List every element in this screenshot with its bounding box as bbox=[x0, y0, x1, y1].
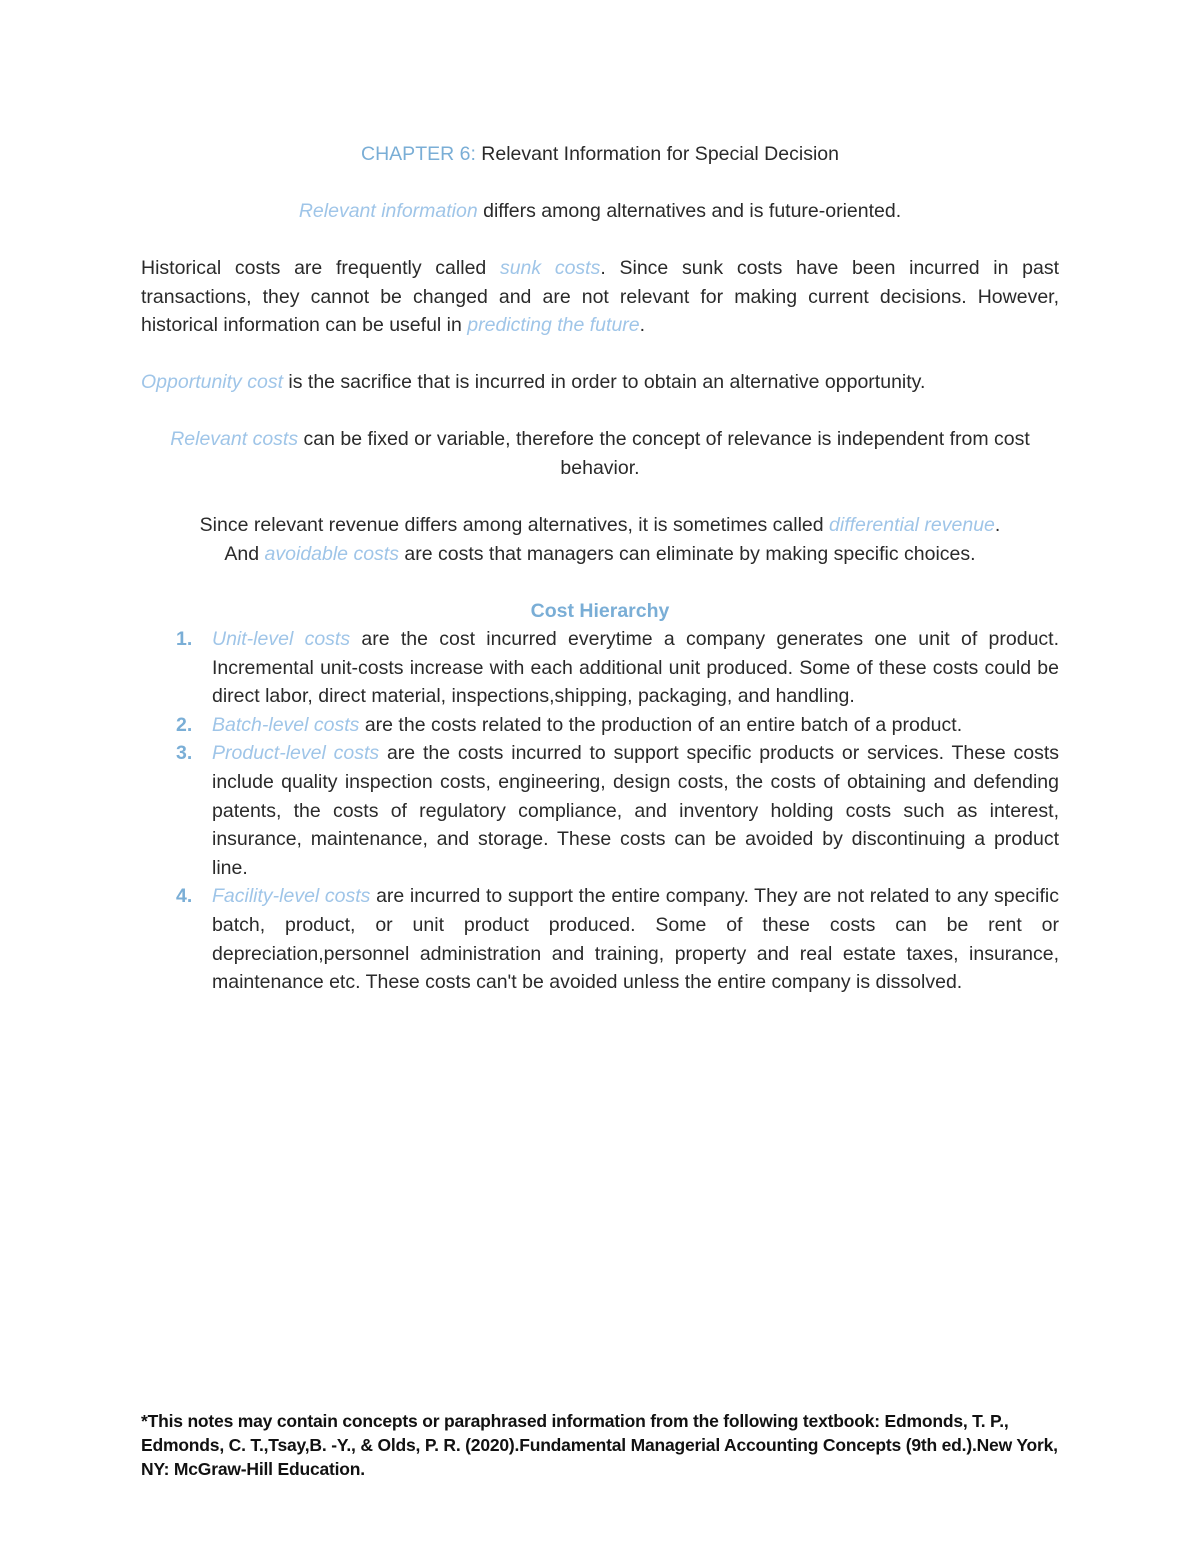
paragraph-text: . bbox=[639, 314, 646, 337]
paragraph-differential-revenue bbox=[141, 511, 1059, 568]
chapter-label: CHAPTER 6: bbox=[361, 143, 476, 165]
term-differential-revenue: differential revenue bbox=[829, 514, 995, 536]
document-page bbox=[141, 0, 1059, 1553]
cost-hierarchy-list bbox=[141, 625, 1059, 997]
list-item bbox=[141, 739, 1059, 882]
term-predicting-the-future: predicting the future bbox=[467, 314, 640, 337]
term-facility-level-costs: Facility-level costs bbox=[212, 885, 371, 908]
paragraph-text: is the sacrifice that is incurred in order to obtain an alternative opportunity. bbox=[282, 371, 926, 393]
chapter-title-text: Relevant Information for Special Decision bbox=[475, 143, 839, 165]
term-opportunity-cost: Opportunity cost bbox=[141, 371, 283, 393]
paragraph-text: differs among alternatives and is future-oriented. bbox=[477, 200, 902, 222]
list-item-text: are incurred to support the entire company. They are not related to any specific batch, product, or unit product produced. Some of these costs can be rent or depreciation,personnel administration and training, property and real estate taxes, insurance, maintenance etc. These costs can't be avoided unless the entire company is dissolved. bbox=[212, 885, 1060, 994]
paragraph-relevant-costs bbox=[141, 425, 1059, 482]
paragraph-sunk-costs bbox=[141, 254, 1059, 340]
list-item-text: are the cost incurred everytime a company generates one unit of product. Incremental unit-costs increase with each additional unit produced. Some of these costs could be direct labor, direct material, inspections,shipping, packaging, and handling. bbox=[212, 628, 1059, 708]
paragraph-text: can be fixed or variable, therefore the concept of relevance is independent from cost behavior. bbox=[298, 428, 1030, 479]
term-sunk-costs: sunk costs bbox=[499, 257, 601, 279]
paragraph-opportunity-cost bbox=[141, 368, 1059, 397]
term-unit-level-costs: Unit-level costs bbox=[212, 628, 351, 650]
term-batch-level-costs: Batch-level costs bbox=[212, 713, 360, 736]
list-item-text: are the costs incurred to support specific products or services. These costs include quality inspection costs, engineering, design costs, the costs of obtaining and defending patents, the costs of regulatory compliance, and inventory holding costs such as interest, insurance, maintenance, and storage. These costs can be avoided by discontinuing a product line. bbox=[212, 742, 1059, 879]
list-item bbox=[141, 625, 1059, 711]
paragraph-text: . Since sunk costs have been incurred in past transactions, they cannot be changed and are not relevant for making current decisions. However, historical information can be useful in bbox=[141, 257, 1059, 337]
paragraph-text: Since relevant revenue differs among alternatives, it is sometimes called bbox=[199, 514, 830, 536]
paragraph-text: Historical costs are frequently called bbox=[141, 257, 500, 279]
term-relevant-costs: Relevant costs bbox=[170, 428, 299, 450]
term-avoidable-costs: avoidable costs bbox=[264, 542, 399, 565]
list-item bbox=[141, 711, 1059, 740]
paragraph-text: And bbox=[224, 542, 265, 565]
list-item-text: are the costs related to the production of an entire batch of a product. bbox=[359, 713, 963, 736]
paragraph-text: are costs that managers can eliminate by making specific choices. bbox=[398, 542, 976, 565]
page-title bbox=[141, 140, 1059, 169]
list-item-number: 4. bbox=[176, 885, 193, 908]
term-product-level-costs: Product-level costs bbox=[212, 742, 380, 765]
paragraph-text: . bbox=[994, 514, 1001, 536]
paragraph-relevant-information bbox=[141, 197, 1059, 226]
list-item-number: 3. bbox=[176, 742, 193, 765]
list-item-number: 2. bbox=[176, 713, 193, 736]
list-item bbox=[141, 882, 1059, 996]
section-heading-cost-hierarchy: Cost Hierarchy bbox=[530, 600, 670, 622]
list-item-number: 1. bbox=[176, 628, 193, 650]
footnote-citation: *This notes may contain concepts or paraphrased information from the following textbook: Edmonds, T. P., Edmonds, C. T.,Tsay,B. -Y., & Olds, P. R. (2020).Fundamental Managerial Accounting Concepts (9th ed.).New York, NY: McGraw-Hill Education. bbox=[141, 1411, 1058, 1479]
term-relevant-information: Relevant information bbox=[298, 200, 478, 222]
